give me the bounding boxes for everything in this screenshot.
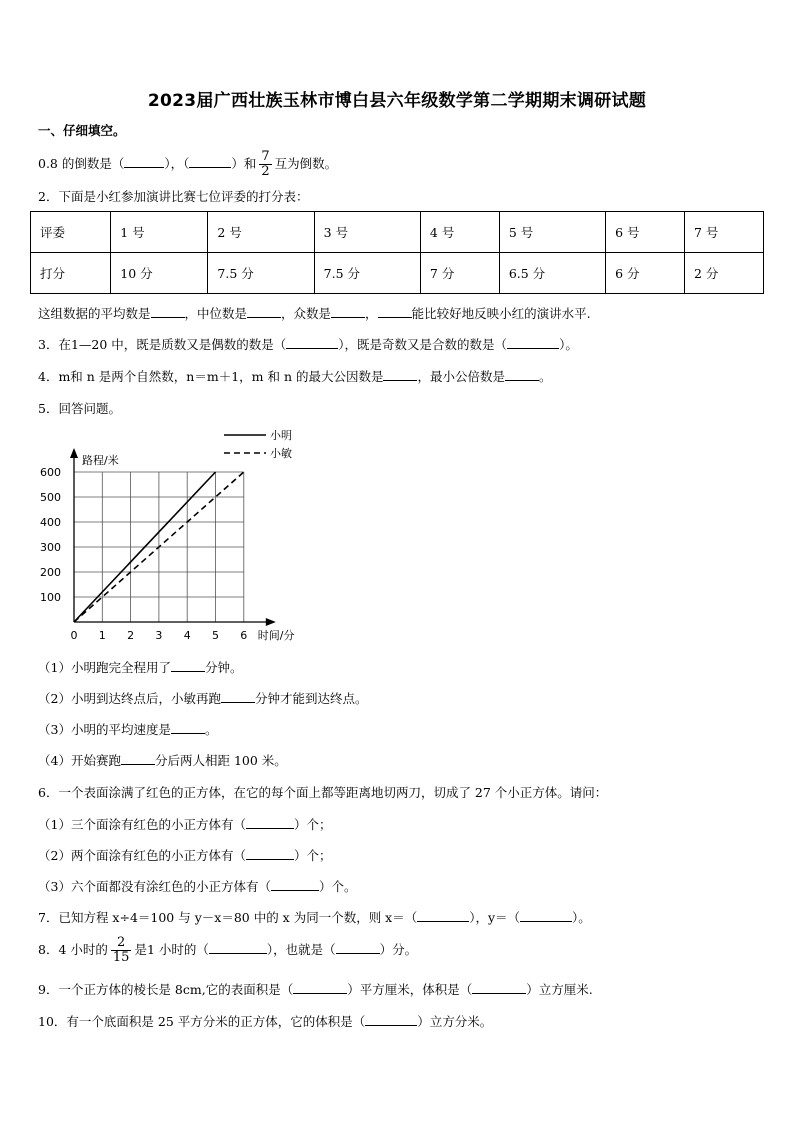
q6-sub2-blank[interactable] <box>246 847 294 860</box>
q6-sub1-text-a: （1）三个面涂有红色的小正方体有（ <box>38 817 246 832</box>
table-cell: 7.5 分 <box>314 253 420 294</box>
q2-blank-median[interactable] <box>247 305 281 318</box>
chart-ticks <box>40 453 295 642</box>
q2-blank-mode[interactable] <box>331 305 365 318</box>
q2-text-d: ， <box>365 306 378 321</box>
q8-blank-2[interactable] <box>336 941 380 954</box>
q4-text-b: ，最小公倍数是 <box>417 369 505 384</box>
question-6-sub1 <box>38 815 331 833</box>
q1-frac-num: 7 <box>261 149 270 164</box>
q5-sub1-text-b: 分钟。 <box>204 660 243 675</box>
q1-text-c: ）和 <box>231 156 257 171</box>
y-tick-label: 300 <box>40 541 61 554</box>
q7-text-c: ）。 <box>572 910 591 925</box>
q5-sub3-blank[interactable] <box>171 721 205 734</box>
question-5-sub2 <box>38 689 367 707</box>
y-tick-label: 500 <box>40 491 61 504</box>
q6-sub2-text-a: （2）两个面涂有红色的小正方体有（ <box>38 848 246 863</box>
q8-blank-1[interactable] <box>209 941 267 954</box>
q5-sub3-text-b: 。 <box>204 722 218 737</box>
q5-sub4-text-a: （4）开始赛跑 <box>38 753 121 768</box>
table-cell: 3 号 <box>314 212 420 253</box>
q8-text-c: ），也就是（ <box>266 942 336 957</box>
distance-time-chart <box>32 425 322 647</box>
q3-blank-1[interactable] <box>286 336 338 349</box>
x-tick-label: 0 <box>70 629 78 642</box>
score-table-data-row <box>31 253 764 294</box>
question-2-follow <box>38 304 591 322</box>
q5-sub1-text-a: （1）小明跑完全程用了 <box>38 660 171 675</box>
y-axis-label: 路程/米 <box>82 454 119 467</box>
table-cell: 2 号 <box>208 212 314 253</box>
q2-blank-mean[interactable] <box>151 305 185 318</box>
q1-blank-2[interactable] <box>189 155 231 168</box>
q5-sub3-text-a: （3）小明的平均速度是 <box>38 722 171 737</box>
q4-text-c: 。 <box>539 369 552 384</box>
table-cell: 7 分 <box>420 253 499 294</box>
x-tick-label: 6 <box>240 629 248 642</box>
q8-fraction <box>111 936 132 965</box>
q2-text-e: 能比较好地反映小红的演讲水平. <box>411 306 591 321</box>
q5-sub2-text-a: （2）小明到达终点后，小敏再跑 <box>38 691 221 706</box>
q6-sub3-text-b: ）个。 <box>318 879 357 894</box>
q2-text-a: 这组数据的平均数是 <box>38 306 151 321</box>
question-10 <box>38 1012 492 1030</box>
q7-text-a: 7．已知方程 x÷4＝100 与 y－x＝80 中的 x 为同一个数，则 x＝（ <box>38 910 418 925</box>
x-tick-label: 2 <box>127 629 135 642</box>
y-axis-arrow <box>70 448 78 458</box>
question-5-sub1 <box>38 658 242 676</box>
q8-text-b: 是1 小时的（ <box>134 942 209 957</box>
table-cell: 4 号 <box>420 212 499 253</box>
score-table <box>30 211 764 294</box>
q5-sub2-blank[interactable] <box>221 690 255 703</box>
q10-text-a: 10．有一个底面积是 25 平方分米的正方体，它的体积是（ <box>38 1014 366 1029</box>
q9-blank-area[interactable] <box>293 981 347 994</box>
table-cell: 1 号 <box>111 212 208 253</box>
table-cell: 6 分 <box>606 253 685 294</box>
q7-blank-x[interactable] <box>417 909 469 922</box>
q8-text-a: 8．4 小时的 <box>38 942 108 957</box>
y-tick-label: 600 <box>40 466 61 479</box>
x-tick-label: 3 <box>155 629 163 642</box>
question-6-intro: 6．一个表面涂满了红色的正方体，在它的每个面上都等距离地切两刀，切成了 27 个小正方体。请问： <box>38 785 608 800</box>
table-cell: 2 分 <box>685 253 764 294</box>
table-cell: 10 分 <box>111 253 208 294</box>
q6-sub2-text-b: ）个； <box>293 848 332 863</box>
y-tick-label: 400 <box>40 516 61 529</box>
x-tick-label: 5 <box>212 629 219 642</box>
question-8 <box>38 936 417 965</box>
q9-text-a: 9．一个正方体的棱长是 8cm,它的表面积是（ <box>38 982 294 997</box>
q1-frac-den: 2 <box>261 164 270 179</box>
q4-text-a: 4．m和 n 是两个自然数，n＝m＋1，m 和 n 的最大公因数是 <box>38 369 384 384</box>
x-axis-label: 时间/分 <box>257 629 295 642</box>
question-2-intro: 2．下面是小红参加演讲比赛七位评委的打分表： <box>38 189 309 204</box>
q1-text-d: 互为倒数。 <box>274 156 338 171</box>
legend-label: 小明 <box>270 429 292 442</box>
q5-sub4-text-b: 分后两人相距 100 米。 <box>154 753 287 768</box>
table-cell: 7 号 <box>685 212 764 253</box>
q3-blank-2[interactable] <box>507 336 559 349</box>
table-cell: 6 号 <box>606 212 685 253</box>
q3-text-b: ），既是奇数又是合数的数是（ <box>338 337 508 352</box>
y-tick-label: 100 <box>40 591 61 604</box>
q3-text-c: ）。 <box>559 337 578 352</box>
question-5-sub4 <box>38 751 287 769</box>
legend-label: 小敏 <box>270 447 292 460</box>
q10-blank[interactable] <box>365 1013 417 1026</box>
q3-text-a: 3．在1—20 中，既是质数又是偶数的数是（ <box>38 337 287 352</box>
table-cell: 评委 <box>31 212 111 253</box>
table-cell: 7.5 分 <box>208 253 314 294</box>
q9-text-b: ）平方厘米，体积是（ <box>347 982 473 997</box>
y-tick-label: 200 <box>40 566 61 579</box>
q1-fraction <box>259 150 271 179</box>
q5-sub2-text-b: 分钟才能到达终点。 <box>254 691 368 706</box>
q6-sub3-blank[interactable] <box>271 878 319 891</box>
q6-sub3-text-a: （3）六个面都没有涂红色的小正方体有（ <box>38 879 271 894</box>
x-axis-arrow <box>266 618 276 626</box>
q5-sub1-blank[interactable] <box>171 659 205 672</box>
q1-text-a: 0.8 的倒数是（ <box>38 156 125 171</box>
q1-text-b: ），（ <box>164 156 190 171</box>
q7-blank-y[interactable] <box>520 909 572 922</box>
q2-text-c: ，众数是 <box>281 306 332 321</box>
question-3 <box>38 335 578 353</box>
page-title: 2023届广西壮族玉林市博白县六年级数学第二学期期末调研试题 <box>147 91 647 111</box>
q5-sub4-blank[interactable] <box>121 752 155 765</box>
q7-text-b: ），y＝（ <box>469 910 521 925</box>
q6-sub1-blank[interactable] <box>246 816 294 829</box>
score-table-header-row <box>31 212 764 253</box>
section-heading: 一、仔细填空。 <box>38 123 126 138</box>
q8-frac-num: 2 <box>111 936 132 951</box>
q8-text-d: ）分。 <box>379 942 418 957</box>
question-4 <box>38 367 552 385</box>
q4-blank-2[interactable] <box>505 368 539 381</box>
table-cell: 6.5 分 <box>499 253 605 294</box>
question-6-sub3 <box>38 877 356 895</box>
q10-text-b: ）立方分米。 <box>417 1014 493 1029</box>
q8-frac-den: 15 <box>112 950 130 965</box>
chart-legend <box>224 428 292 460</box>
q9-blank-volume[interactable] <box>472 981 526 994</box>
q9-text-c: ）立方厘米. <box>526 982 593 997</box>
table-cell: 5 号 <box>499 212 605 253</box>
question-1 <box>38 150 337 179</box>
q2-text-b: ，中位数是 <box>184 306 248 321</box>
x-tick-label: 1 <box>98 629 106 642</box>
q2-blank-best[interactable] <box>378 305 412 318</box>
table-cell: 打分 <box>31 253 111 294</box>
q6-sub1-text-b: ）个； <box>293 817 332 832</box>
question-5-sub3 <box>38 720 217 738</box>
x-tick-label: 4 <box>183 629 191 642</box>
question-7 <box>38 908 591 926</box>
question-9 <box>38 980 593 998</box>
q4-blank-1[interactable] <box>383 368 417 381</box>
question-5-intro: 5．回答问题。 <box>38 401 121 416</box>
question-6-sub2 <box>38 846 331 864</box>
q1-blank-1[interactable] <box>124 155 164 168</box>
